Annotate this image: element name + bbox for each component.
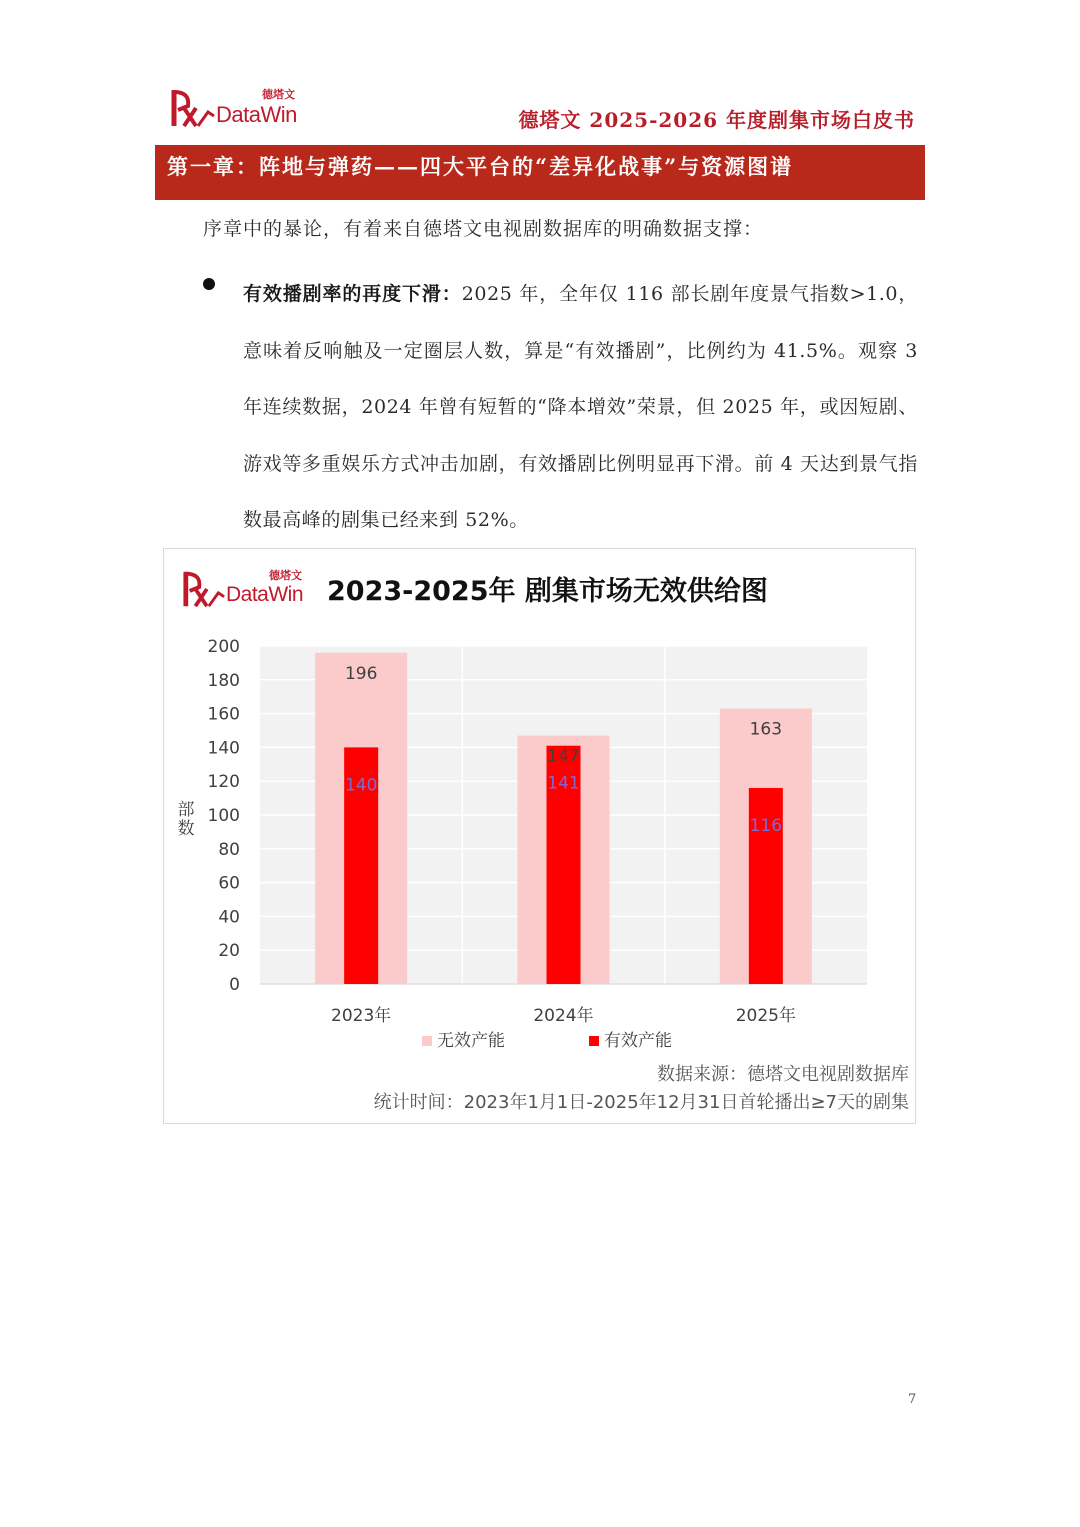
legend-label-ineffective: 无效产能: [437, 1031, 505, 1051]
intro-paragraph: 序章中的暴论，有着来自德塔文电视剧数据库的明确数据支撑：: [203, 218, 764, 240]
y-tick-label: 20: [218, 941, 240, 962]
data-source: 数据来源：德塔文电视剧数据库: [657, 1064, 909, 1085]
y-tick-label: 180: [207, 670, 240, 691]
data-label-ineffective: 147: [547, 746, 580, 767]
data-label-effective: 141: [547, 773, 580, 794]
x-tick-label: 2024年: [533, 1006, 594, 1026]
legend-label-effective: 有效产能: [604, 1031, 672, 1051]
y-tick-label: 40: [218, 907, 240, 928]
x-tick-label: 2025年: [735, 1006, 796, 1026]
data-label-effective: 140: [344, 775, 378, 796]
legend-swatch-effective: [589, 1036, 599, 1046]
y-tick-label: 140: [207, 738, 240, 759]
y-tick-label: 0: [229, 975, 240, 995]
logo-english-name: DataWin: [216, 102, 297, 127]
data-label-ineffective: 196: [344, 663, 378, 684]
bullet-icon: [203, 278, 215, 290]
chapter-title: 第一章：阵地与弹药——四大平台的“差异化战事”与资源图谱: [167, 154, 794, 179]
chart-logo-english-name: DataWin: [226, 583, 304, 606]
chart-logo-chinese-name: 德塔文: [269, 569, 302, 582]
logo-chinese-name: 德塔文: [262, 88, 295, 101]
y-tick-label: 60: [218, 873, 240, 894]
bullet-paragraph: [243, 266, 918, 549]
y-axis-label: 部: [177, 800, 195, 820]
datawin-logo-mark: [170, 86, 216, 130]
y-axis-label: 数: [177, 819, 195, 839]
legend-swatch-ineffective: [422, 1036, 432, 1046]
datawin-logo: [170, 86, 310, 132]
y-tick-label: 80: [218, 839, 240, 860]
y-tick-label: 200: [207, 637, 240, 657]
page-number: 7: [908, 1392, 917, 1407]
document-title: 德塔文 2025-2026 年度剧集市场白皮书: [518, 108, 915, 132]
data-label-ineffective: 163: [749, 719, 783, 740]
chart-container: [163, 548, 916, 1124]
bullet-lead: 有效播剧率的再度下滑：: [243, 283, 462, 305]
y-tick-label: 160: [207, 704, 240, 725]
y-tick-label: 100: [207, 806, 240, 826]
bullet-text: 2025 年，全年仅 116 部长剧年度景气指数>1.0，意味着反响触及一定圈层人数，算是“有效播剧”，比例约为 41.5%。观察 3 年连续数据，2024 年曾有短暂的“降本增效”荣景，但 2025 年，或因短剧、游戏等多重娱乐方式冲击加剧，有效播剧比例明显再下滑。前 4 天达到景气指数最高峰的剧集已经来到 52%。: [243, 283, 918, 531]
chapter-banner: [155, 145, 925, 200]
bar-chart: [164, 549, 915, 1059]
x-tick-label: 2023年: [331, 1006, 392, 1026]
chart-source-note: [374, 1061, 909, 1117]
y-tick-label: 120: [207, 772, 240, 793]
statistics-period: 统计时间：2023年1月1日-2025年12月31日首轮播出≥7天的剧集: [373, 1092, 909, 1113]
chart-title: 2023-2025年 剧集市场无效供给图: [327, 576, 768, 607]
data-label-effective: 116: [749, 815, 783, 836]
